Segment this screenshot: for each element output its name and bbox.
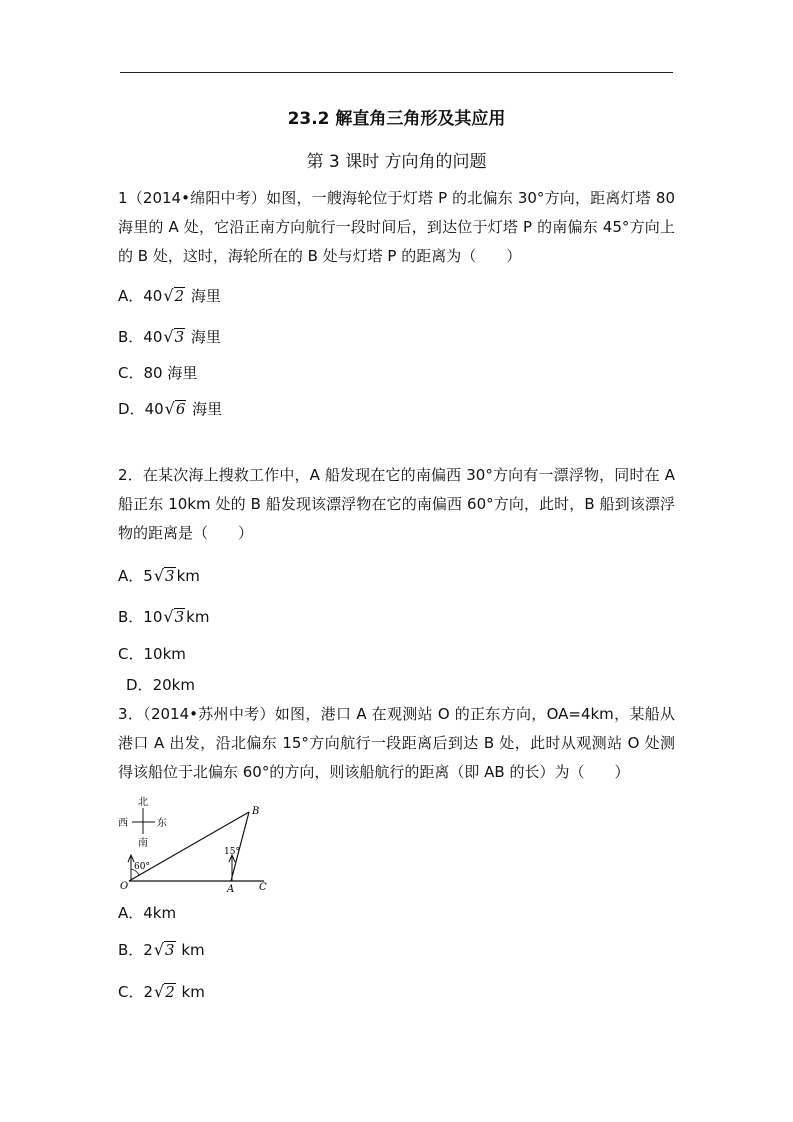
point-o-label: O (120, 881, 129, 892)
angle-o-label: 60° (134, 862, 150, 872)
question-1-option-d: D．40√6 海里 (118, 399, 223, 418)
point-b-label: B (252, 806, 260, 817)
compass-north-label: 北 (138, 797, 148, 808)
page-title: 23.2 解直角三角形及其应用 (287, 109, 506, 129)
question-2-option-b: B．10√3 km (118, 607, 210, 626)
question-1-option-c: C．80 海里 (118, 364, 198, 382)
question-1-option-a: A．40√2 海里 (118, 286, 221, 305)
question-2-option-d: D．20km (126, 676, 195, 694)
direction-figure (112, 792, 277, 898)
header-rule (120, 72, 673, 73)
compass-south-label: 南 (138, 838, 148, 849)
point-a-label: A (227, 884, 235, 895)
compass-east-label: 东 (157, 818, 167, 829)
angle-a-label: 15° (224, 847, 240, 857)
question-2-text: 2．在某次海上搜救工作中，A 船发现在它的南偏西 30°方向有一漂浮物，同时在 A 船正东 10km 处的 B 船发现该漂浮物在它的南偏西 60°方向，此时，B 船到该漂浮物的距离是（ ） (118, 466, 675, 542)
question-2-option-c: C．10km (118, 645, 186, 663)
question-1-option-b: B．40√3 海里 (118, 327, 221, 346)
question-3-option-c: C．2√2 km (118, 982, 205, 1001)
point-c-label: C (259, 882, 267, 893)
question-3-option-a: A．4km (118, 904, 177, 922)
question-3-option-b: B．2√3 km (118, 940, 205, 959)
question-3-text: 3．（2014•苏州中考）如图，港口 A 在观测站 O 的正东方向，OA=4km，某船从港口 A 出发，沿北偏东 15°方向航行一段距离后到达 B 处，此时从观测站 O 处测得该船位于北偏东 60°的方向，则该船航行的距离（即 AB 的长）为（ ） (118, 705, 675, 781)
compass-west-label: 西 (118, 818, 128, 829)
page-subtitle: 第 3 课时 方向角的问题 (306, 152, 487, 172)
question-1-text: 1（2014•绵阳中考）如图，一艘海轮位于灯塔 P 的北偏东 30°方向，距离灯塔 80 海里的 A 处，它沿正南方向航行一段时间后，到达位于灯塔 P 的南偏东 45°方向上的 B 处，这时，海轮所在的 B 处与灯塔 P 的距离为（ ） (118, 189, 675, 265)
question-2-option-a: A．5√3 km (118, 566, 200, 585)
